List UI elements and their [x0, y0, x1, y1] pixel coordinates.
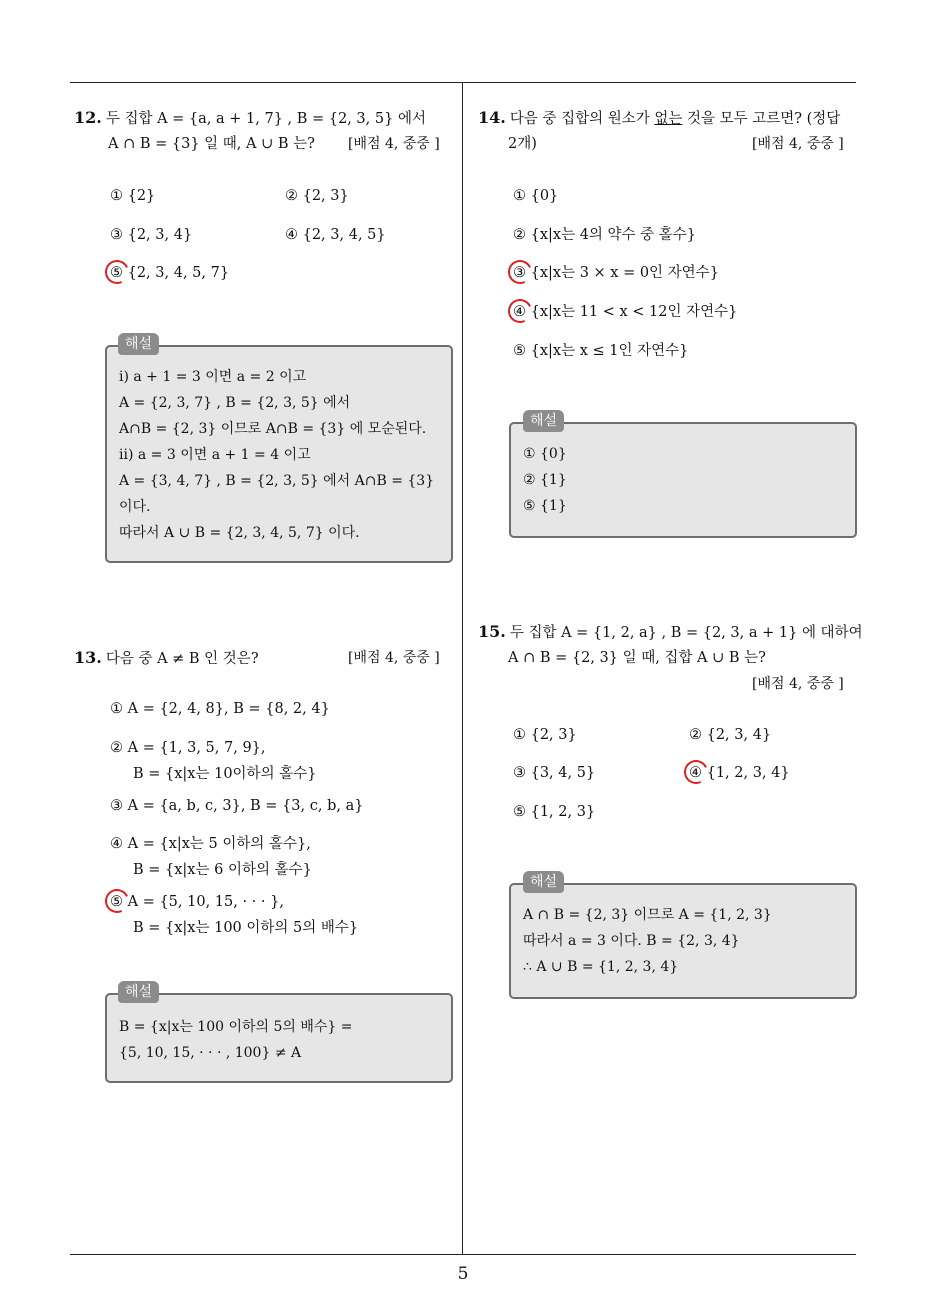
q13-option-5-cont: B = {x|x는 100 이하의 5의 배수}: [133, 920, 359, 936]
q13-text: 다음 중 A ≠ B 인 것은?: [105, 651, 259, 667]
q14-line2: 2개): [508, 136, 537, 152]
q15-option-3[interactable]: ③ {3, 4, 5}: [513, 765, 596, 781]
q14-text-b: 것을 모두 고르면? (정답: [682, 111, 841, 127]
q13-sol-line: {5, 10, 15, · · · , 100} ≠ A: [119, 1045, 302, 1061]
q15-solution-box: [509, 883, 857, 999]
q14-sol-line: ① {0}: [523, 446, 567, 462]
q12-sol-line: 따라서 A ∪ B = {2, 3, 4, 5, 7} 이다.: [119, 525, 360, 541]
q15-option-2[interactable]: ② {2, 3, 4}: [689, 727, 772, 743]
q12-sol-line: A = {3, 4, 7} , B = {2, 3, 5} 에서 A∩B = {3}: [119, 473, 435, 489]
q15-sol-line: 따라서 a = 3 이다. B = {2, 3, 4}: [523, 933, 740, 949]
q12-option-3[interactable]: ③ {2, 3, 4}: [110, 227, 193, 243]
q14-option-5[interactable]: ⑤ {x|x는 x ≤ 1인 자연수}: [513, 343, 689, 359]
q15-sol-line: A ∩ B = {2, 3} 이므로 A = {1, 2, 3}: [523, 907, 772, 923]
q14-sol-line: ⑤ {1}: [523, 498, 567, 514]
top-rule: [70, 82, 856, 83]
q13-meta: [배점 4, 중중 ]: [348, 650, 440, 666]
q14-option-3[interactable]: ③ {x|x는 3 × x = 0인 자연수}: [513, 265, 719, 281]
q15-sol-line: ∴ A ∪ B = {1, 2, 3, 4}: [523, 959, 679, 975]
q12-option-2[interactable]: ② {2, 3}: [285, 188, 349, 204]
q12-sol-line: ⅱ) a = 3 이면 a + 1 = 4 이고: [119, 447, 311, 463]
q13-option-5[interactable]: ⑤ A = {5, 10, 15, · · · },: [110, 894, 284, 910]
q12-solution-box: [105, 345, 453, 563]
q13-solution-tag: 해설: [118, 981, 159, 1003]
q14-solution-box: [509, 422, 857, 538]
q12-number: 12.: [74, 108, 102, 127]
q13-sol-line: B = {x|x는 100 이하의 5의 배수} =: [119, 1019, 353, 1035]
q12-text: 두 집합 A = {a, a + 1, 7} , B = {2, 3, 5} 에서: [105, 111, 426, 127]
page-number: 5: [457, 1264, 469, 1284]
q14-number: 14.: [478, 108, 506, 127]
q13-line1: [74, 648, 259, 669]
q15-line2: A ∩ B = {2, 3} 일 때, 집합 A ∪ B 는?: [508, 650, 766, 666]
q12-option-1[interactable]: ① {2}: [110, 188, 156, 204]
q14-option-1[interactable]: ① {0}: [513, 188, 559, 204]
q14-text-underlined: 없는: [654, 111, 683, 127]
q14-sol-line: ② {1}: [523, 472, 567, 488]
q12-sol-line: A = {2, 3, 7} , B = {2, 3, 5} 에서: [119, 395, 351, 411]
q12-sol-line: 이다.: [119, 499, 151, 515]
q13-solution-box: [105, 993, 453, 1083]
q15-number: 15.: [478, 622, 506, 641]
column-divider: [462, 82, 463, 1254]
q12-line1: [74, 108, 426, 129]
q14-text-a: 다음 중 집합의 원소가: [509, 111, 655, 127]
q15-meta: [배점 4, 중중 ]: [752, 676, 844, 692]
q12-sol-line: A∩B = {2, 3} 이므로 A∩B = {3} 에 모순된다.: [119, 421, 427, 437]
q15-option-4[interactable]: ④ {1, 2, 3, 4}: [689, 765, 790, 781]
q12-line2: A ∩ B = {3} 일 때, A ∪ B 는?: [108, 136, 315, 152]
bottom-rule: [70, 1254, 856, 1255]
q12-sol-line: ⅰ) a + 1 = 3 이면 a = 2 이고: [119, 369, 307, 385]
q13-option-4[interactable]: ④ A = {x|x는 5 이하의 홀수},: [110, 836, 311, 852]
q15-text: 두 집합 A = {1, 2, a} , B = {2, 3, a + 1} 에 대하여: [509, 625, 863, 641]
q15-option-1[interactable]: ① {2, 3}: [513, 727, 577, 743]
q14-meta: [배점 4, 중중 ]: [752, 136, 844, 152]
q13-option-2[interactable]: ② A = {1, 3, 5, 7, 9},: [110, 740, 266, 756]
q12-option-5[interactable]: ⑤ {2, 3, 4, 5, 7}: [110, 265, 230, 281]
q12-meta: [배점 4, 중중 ]: [348, 136, 440, 152]
q13-option-4-cont: B = {x|x는 6 이하의 홀수}: [133, 862, 312, 878]
q12-solution-tag: 해설: [118, 333, 159, 355]
q13-option-2-cont: B = {x|x는 10이하의 홀수}: [133, 766, 317, 782]
q13-option-1[interactable]: ① A = {2, 4, 8}, B = {8, 2, 4}: [110, 701, 330, 717]
q15-line1: [478, 622, 863, 643]
q13-number: 13.: [74, 648, 102, 667]
q12-option-4[interactable]: ④ {2, 3, 4, 5}: [285, 227, 386, 243]
q14-line1: [478, 108, 840, 129]
q15-option-5[interactable]: ⑤ {1, 2, 3}: [513, 804, 596, 820]
q13-option-3[interactable]: ③ A = {a, b, c, 3}, B = {3, c, b, a}: [110, 798, 364, 814]
q15-solution-tag: 해설: [523, 871, 564, 893]
q14-solution-tag: 해설: [523, 410, 564, 432]
q14-option-2[interactable]: ② {x|x는 4의 약수 중 홀수}: [513, 227, 697, 243]
q14-option-4[interactable]: ④ {x|x는 11 < x < 12인 자연수}: [513, 304, 738, 320]
